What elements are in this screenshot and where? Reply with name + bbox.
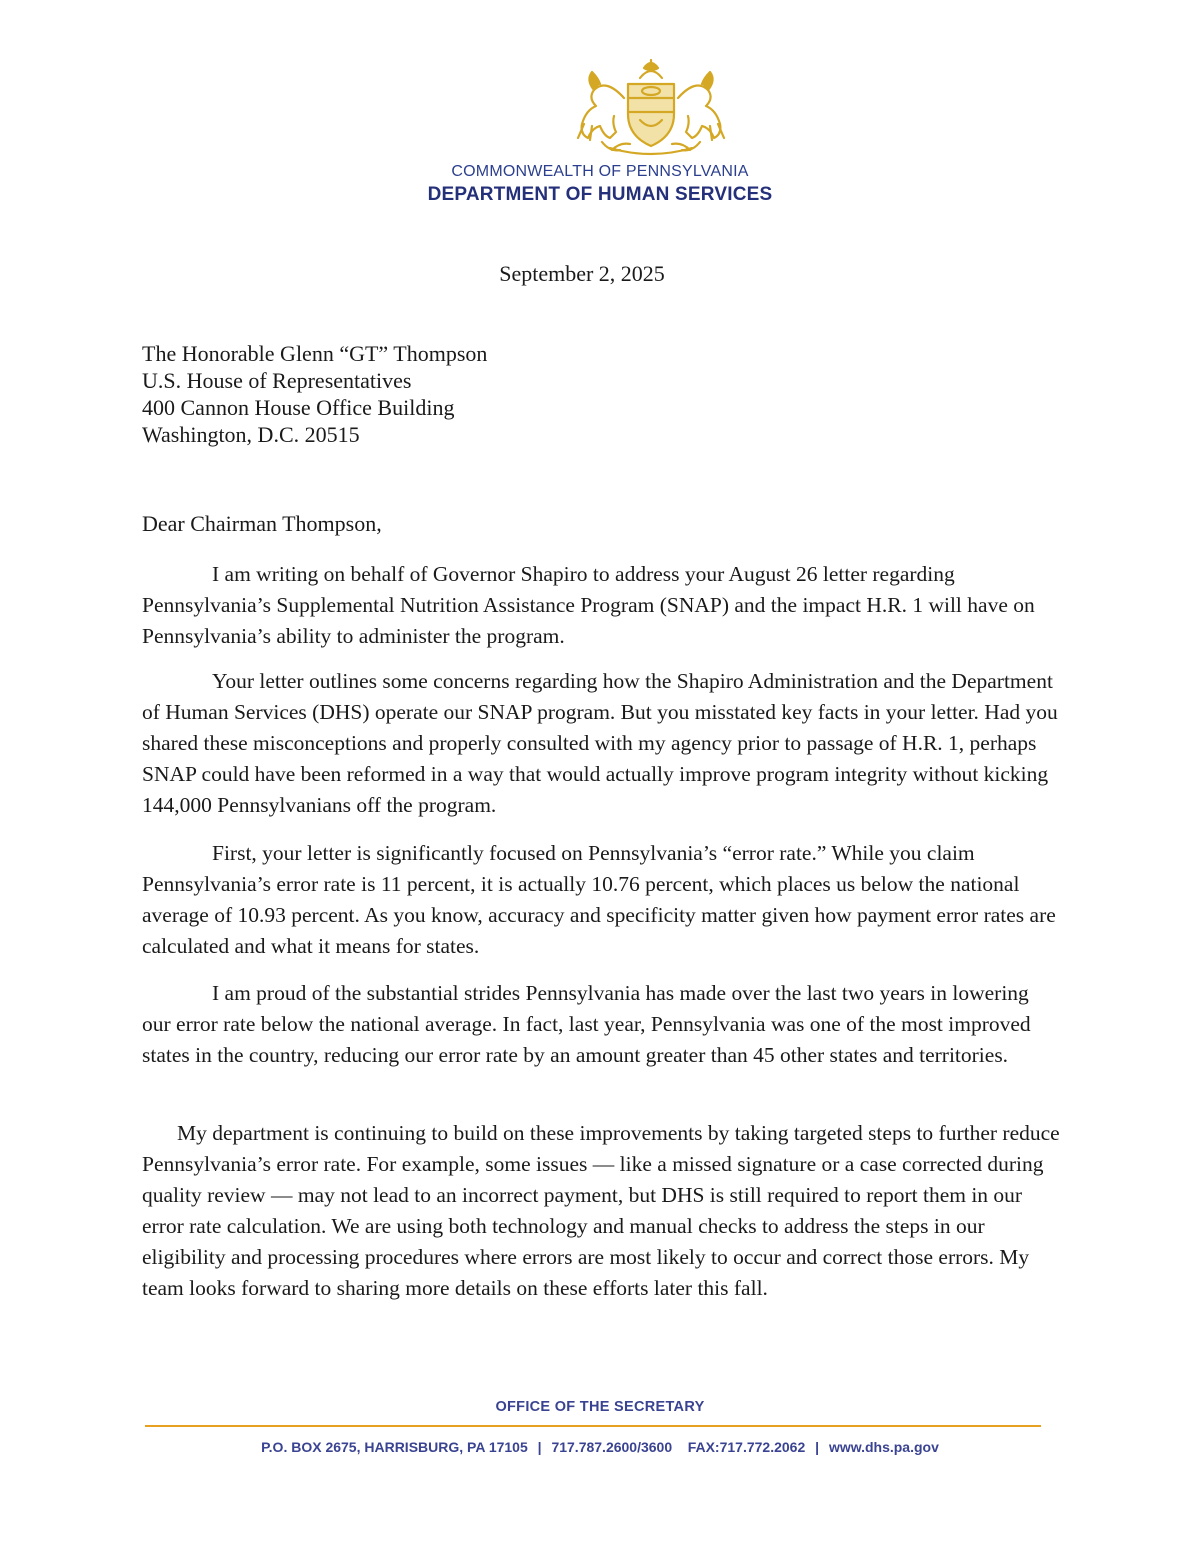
letter-date: September 2, 2025 <box>499 261 665 286</box>
footer-separator: | <box>815 1439 820 1455</box>
body-paragraph-2: Your letter outlines some concerns regarding how the Shapiro Administration and the Department of Human Services (DHS) operate our SNAP program. But you misstated key facts in your letter. Had you shared these misconceptions and properly consulted with my agency prior to passage of H.R. 1, perhaps SNAP could have been reformed in a way that would actually improve program integrity without kicking 144,000 Pennsylvanians off the program. <box>142 669 1058 817</box>
footer-divider <box>145 1425 1041 1427</box>
body-paragraph-3: First, your letter is significantly focused on Pennsylvania’s “error rate.” While you claim Pennsylvania’s error rate is 11 percent, it is actually 10.76 percent, which places us below the national average of 10.93 percent. As you know, accuracy and specificity matter given how payment error rates are calculated and what it means for states. <box>142 841 1056 958</box>
recipient-street: 400 Cannon House Office Building <box>142 395 455 420</box>
body-paragraph-1: I am writing on behalf of Governor Shapiro to address your August 26 letter regarding Pennsylvania’s Supplemental Nutrition Assistance Program (SNAP) and the impact H.R. 1 will have on Pennsylvania’s ability to administer the program. <box>142 562 1035 648</box>
letterhead-department: DEPARTMENT OF HUMAN SERVICES <box>427 184 773 205</box>
body-paragraph-5: My department is continuing to build on these improvements by taking targeted steps to further reduce Pennsylvania’s error rate. For example, some issues — like a missed signature or a case corrected during quality review — may not lead to an incorrect payment, but DHS is still required to report them in our error rate calculation. We are using both technology and manual checks to address the steps in our eligibility and processing procedures where errors are most likely to occur and correct those errors. My team looks forward to sharing more details on these efforts later this fall. <box>142 1121 1060 1300</box>
footer-website-link[interactable]: www.dhs.pa.gov <box>828 1439 939 1455</box>
recipient-address <box>142 340 487 448</box>
recipient-name: The Honorable Glenn “GT” Thompson <box>142 341 488 366</box>
recipient-city: Washington, D.C. 20515 <box>142 422 360 447</box>
recipient-office: U.S. House of Representatives <box>142 368 412 393</box>
letterhead-commonwealth: COMMONWEALTH OF PENNSYLVANIA <box>451 163 749 180</box>
pennsylvania-coat-of-arms-icon <box>540 58 762 162</box>
footer-phone: 717.787.2600/3600 <box>551 1439 673 1455</box>
salutation: Dear Chairman Thompson, <box>142 511 382 536</box>
footer-contact <box>0 1439 1200 1455</box>
footer-address: P.O. BOX 2675, HARRISBURG, PA 17105 <box>261 1439 528 1455</box>
footer-fax: FAX:717.772.2062 <box>687 1439 806 1455</box>
body-paragraph-4: I am proud of the substantial strides Pennsylvania has made over the last two years in lowering our error rate below the national average. In fact, last year, Pennsylvania was one of the most improved states in the country, reducing our error rate by an amount greater than 45 other states and territories. <box>142 981 1031 1067</box>
footer-office-title: OFFICE OF THE SECRETARY <box>495 1399 705 1415</box>
footer-separator: | <box>537 1439 542 1455</box>
